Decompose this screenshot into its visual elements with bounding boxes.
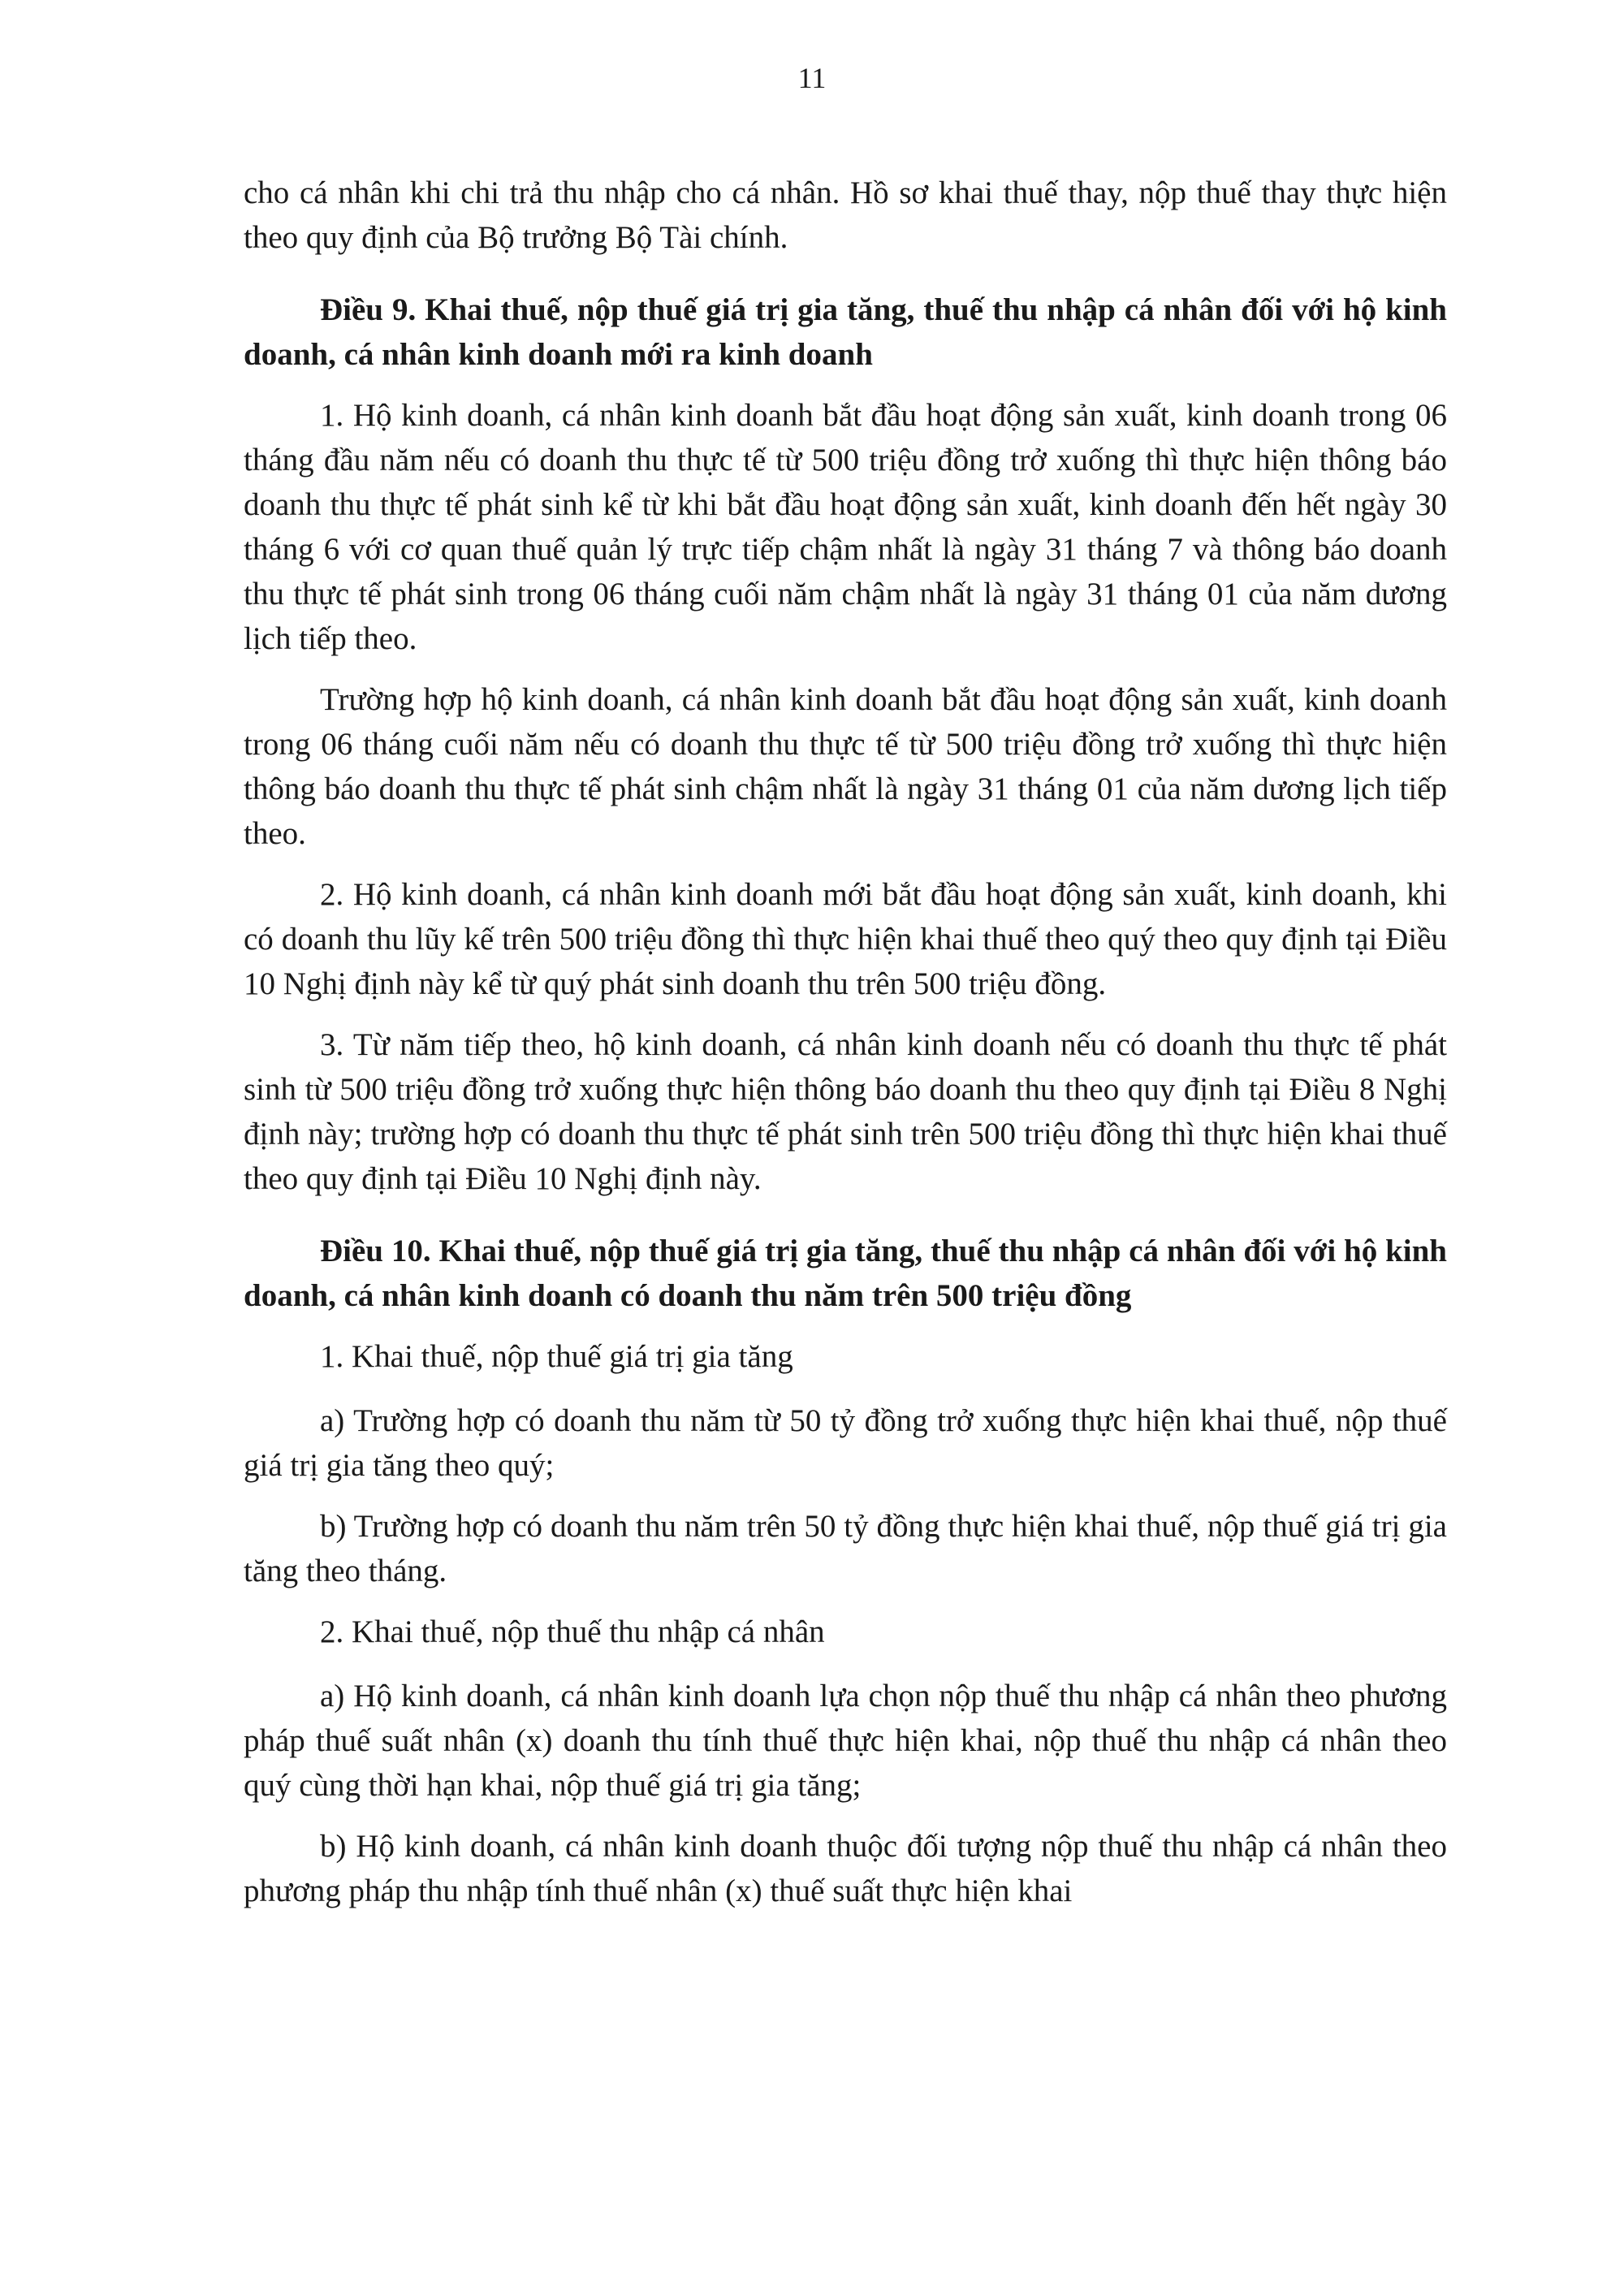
article-9-clause-1: 1. Hộ kinh doanh, cá nhân kinh doanh bắt đầu hoạt động sản xuất, kinh doanh trong 06 tháng đầu năm nếu có doanh thu thực tế từ 500 triệu đồng trở xuống thì thực hiện thông báo doanh thu thực tế phát sinh kể từ khi bắt đầu hoạt động sản xuất, kinh doanh đến hết ngày 30 tháng 6 với cơ quan thuế quản lý trực tiếp chậm nhất là ngày 31 tháng 7 và thông báo doanh thu thực tế phát sinh trong 06 tháng cuối năm chậm nhất là ngày 31 tháng 01 của năm dương lịch tiếp theo. bbox=[244, 398, 1447, 656]
article-9-clause-1-case: Trường hợp hộ kinh doanh, cá nhân kinh doanh bắt đầu hoạt động sản xuất, kinh doanh trong 06 tháng cuối năm nếu có doanh thu thực tế từ 500 triệu đồng trở xuống thì thực hiện thông báo doanh thu thực tế phát sinh chậm nhất là ngày 31 tháng 01 của năm dương lịch tiếp theo. bbox=[244, 682, 1447, 851]
article-10-clause-2b: b) Hộ kinh doanh, cá nhân kinh doanh thuộc đối tượng nộp thuế thu nhập cá nhân theo phương pháp thu nhập tính thuế nhân (x) thuế suất thực hiện khai bbox=[244, 1829, 1447, 1908]
page-number: 11 bbox=[797, 62, 827, 94]
article-10-clause-1b: b) Trường hợp có doanh thu năm trên 50 tỷ đồng thực hiện khai thuế, nộp thuế giá trị gia tăng theo tháng. bbox=[244, 1509, 1447, 1588]
article-9-heading: Điều 9. Khai thuế, nộp thuế giá trị gia tăng, thuế thu nhập cá nhân đối với hộ kinh doanh, cá nhân kinh doanh mới ra kinh doanh bbox=[244, 292, 1447, 372]
article-9-clause-3: 3. Từ năm tiếp theo, hộ kinh doanh, cá nhân kinh doanh nếu có doanh thu thực tế phát sinh từ 500 triệu đồng trở xuống thực hiện thông báo doanh thu theo quy định tại Điều 8 Nghị định này; trường hợp có doanh thu thực tế phát sinh trên 500 triệu đồng thì thực hiện khai thuế theo quy định tại Điều 10 Nghị định này. bbox=[244, 1027, 1447, 1196]
article-10-clause-2: 2. Khai thuế, nộp thuế thu nhập cá nhân bbox=[320, 1614, 825, 1649]
article-10-clause-1: 1. Khai thuế, nộp thuế giá trị gia tăng bbox=[320, 1339, 793, 1374]
article-10-clause-1a: a) Trường hợp có doanh thu năm từ 50 tỷ đồng trở xuống thực hiện khai thuế, nộp thuế giá trị gia tăng theo quý; bbox=[244, 1403, 1447, 1483]
document-body bbox=[244, 171, 1447, 1929]
article-10-heading: Điều 10. Khai thuế, nộp thuế giá trị gia tăng, thuế thu nhập cá nhân đối với hộ kinh doanh, cá nhân kinh doanh có doanh thu năm trên 500 triệu đồng bbox=[244, 1234, 1447, 1313]
article-9-clause-2: 2. Hộ kinh doanh, cá nhân kinh doanh mới bắt đầu hoạt động sản xuất, kinh doanh, khi có doanh thu lũy kế trên 500 triệu đồng thì thực hiện khai thuế theo quý theo quy định tại Điều 10 Nghị định này kể từ quý phát sinh doanh thu trên 500 triệu đồng. bbox=[244, 877, 1447, 1001]
paragraph-continuation: cho cá nhân khi chi trả thu nhập cho cá nhân. Hồ sơ khai thuế thay, nộp thuế thay thực hiện theo quy định của Bộ trưởng Bộ Tài chính. bbox=[244, 175, 1447, 255]
article-10-clause-2a: a) Hộ kinh doanh, cá nhân kinh doanh lựa chọn nộp thuế thu nhập cá nhân theo phương pháp thuế suất nhân (x) doanh thu tính thuế thực hiện khai, nộp thuế thu nhập cá nhân theo quý cùng thời hạn khai, nộp thuế giá trị gia tăng; bbox=[244, 1679, 1447, 1803]
